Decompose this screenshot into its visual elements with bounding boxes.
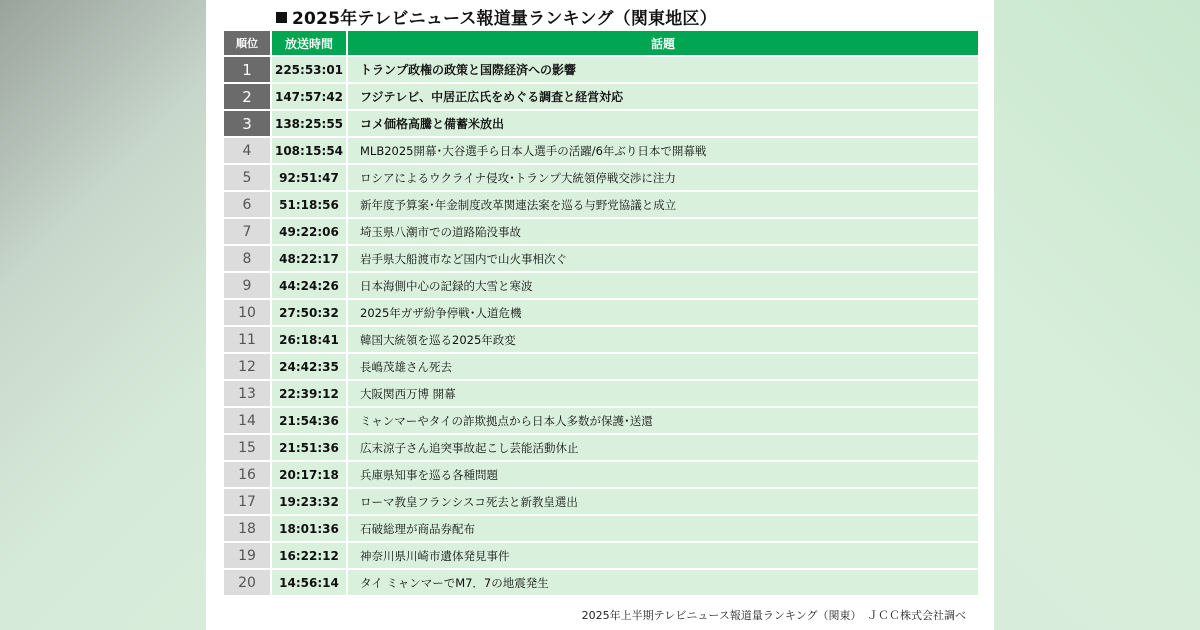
time-cell: 24:42:35 — [272, 354, 346, 379]
topic-cell: 長嶋茂雄さん死去 — [348, 354, 978, 379]
rank-cell: 4 — [224, 138, 270, 163]
time-cell: 49:22:06 — [272, 219, 346, 244]
topic-cell: 神奈川県川崎市遺体発見事件 — [348, 543, 978, 568]
time-cell: 21:51:36 — [272, 435, 346, 460]
table-row — [224, 408, 978, 433]
topic-cell: 埼玉県八潮市での道路陥没事故 — [348, 219, 978, 244]
table-row — [224, 354, 978, 379]
time-cell: 22:39:12 — [272, 381, 346, 406]
page-title — [276, 4, 717, 28]
ranking-card — [206, 0, 994, 630]
source-footer: 2025年上半期テレビニュース報道量ランキング（関東） ＪＣＣ株式会社調べ — [581, 609, 966, 622]
time-cell: 48:22:17 — [272, 246, 346, 271]
time-cell: 18:01:36 — [272, 516, 346, 541]
topic-cell: 大阪関西万博 開幕 — [348, 381, 978, 406]
time-cell: 19:23:32 — [272, 489, 346, 514]
topic-cell: フジテレビ、中居正広氏をめぐる調査と経営対応 — [348, 84, 978, 109]
table-row — [224, 489, 978, 514]
time-cell: 21:54:36 — [272, 408, 346, 433]
rank-cell: 17 — [224, 489, 270, 514]
rank-cell: 2 — [224, 84, 270, 109]
table-row — [224, 246, 978, 271]
topic-cell: トランプ政権の政策と国際経済への影響 — [348, 57, 978, 82]
rank-cell: 6 — [224, 192, 270, 217]
rank-cell: 1 — [224, 57, 270, 82]
time-cell: 14:56:14 — [272, 570, 346, 595]
rank-cell: 14 — [224, 408, 270, 433]
time-cell: 225:53:01 — [272, 57, 346, 82]
topic-cell: 兵庫県知事を巡る各種問題 — [348, 462, 978, 487]
topic-cell: 岩手県大船渡市など国内で山火事相次ぐ — [348, 246, 978, 271]
topic-cell: タイ ミャンマーでM7．7の地震発生 — [348, 570, 978, 595]
rank-cell: 18 — [224, 516, 270, 541]
table-row — [224, 462, 978, 487]
table-row — [224, 300, 978, 325]
rank-cell: 19 — [224, 543, 270, 568]
topic-cell: ローマ教皇フランシスコ死去と新教皇選出 — [348, 489, 978, 514]
topic-cell: 広末涼子さん追突事故起こし芸能活動休止 — [348, 435, 978, 460]
table-header-row — [224, 31, 978, 55]
time-cell: 16:22:12 — [272, 543, 346, 568]
table-row — [224, 57, 978, 82]
rank-cell: 16 — [224, 462, 270, 487]
time-cell: 92:51:47 — [272, 165, 346, 190]
rank-cell: 15 — [224, 435, 270, 460]
page-title-text: 2025年テレビニュース報道量ランキング（関東地区） — [292, 9, 717, 29]
time-cell: 147:57:42 — [272, 84, 346, 109]
table-row — [224, 516, 978, 541]
time-cell: 44:24:26 — [272, 273, 346, 298]
topic-cell: 日本海側中心の記録的大雪と寒波 — [348, 273, 978, 298]
time-cell: 20:17:18 — [272, 462, 346, 487]
topic-cell: 韓国大統領を巡る2025年政変 — [348, 327, 978, 352]
time-cell: 26:18:41 — [272, 327, 346, 352]
rank-cell: 12 — [224, 354, 270, 379]
time-column-header: 放送時間 — [272, 31, 346, 55]
rank-cell: 10 — [224, 300, 270, 325]
topic-cell: コメ価格高騰と備蓄米放出 — [348, 111, 978, 136]
background-left — [0, 0, 206, 630]
table-row — [224, 219, 978, 244]
time-cell: 27:50:32 — [272, 300, 346, 325]
rank-cell: 7 — [224, 219, 270, 244]
table-row — [224, 111, 978, 136]
rank-column-header: 順位 — [224, 31, 270, 55]
rank-cell: 20 — [224, 570, 270, 595]
table-row — [224, 435, 978, 460]
table-row — [224, 273, 978, 298]
rank-cell: 11 — [224, 327, 270, 352]
table-row — [224, 327, 978, 352]
table-row — [224, 192, 978, 217]
topic-cell: 石破総理が商品券配布 — [348, 516, 978, 541]
rank-cell: 9 — [224, 273, 270, 298]
table-row — [224, 570, 978, 595]
topic-cell: ロシアによるウクライナ侵攻･トランプ大統領停戦交渉に注力 — [348, 165, 978, 190]
topic-column-header: 話題 — [348, 31, 978, 55]
topic-cell: 新年度予算案･年金制度改革関連法案を巡る与野党協議と成立 — [348, 192, 978, 217]
time-cell: 138:25:55 — [272, 111, 346, 136]
table-row — [224, 138, 978, 163]
topic-cell: MLB2025開幕･大谷選手ら日本人選手の活躍/6年ぶり日本で開幕戦 — [348, 138, 978, 163]
table-row — [224, 165, 978, 190]
rank-cell: 3 — [224, 111, 270, 136]
table-row — [224, 381, 978, 406]
topic-cell: 2025年ガザ紛争停戦･人道危機 — [348, 300, 978, 325]
rank-cell: 8 — [224, 246, 270, 271]
topic-cell: ミャンマーやタイの詐欺拠点から日本人多数が保護･送還 — [348, 408, 978, 433]
time-cell: 108:15:54 — [272, 138, 346, 163]
background-right — [994, 0, 1200, 630]
ranking-table-body — [224, 57, 978, 595]
square-bullet-icon — [276, 12, 287, 23]
rank-cell: 13 — [224, 381, 270, 406]
rank-cell: 5 — [224, 165, 270, 190]
table-row — [224, 543, 978, 568]
table-row — [224, 84, 978, 109]
time-cell: 51:18:56 — [272, 192, 346, 217]
ranking-table — [222, 29, 980, 597]
